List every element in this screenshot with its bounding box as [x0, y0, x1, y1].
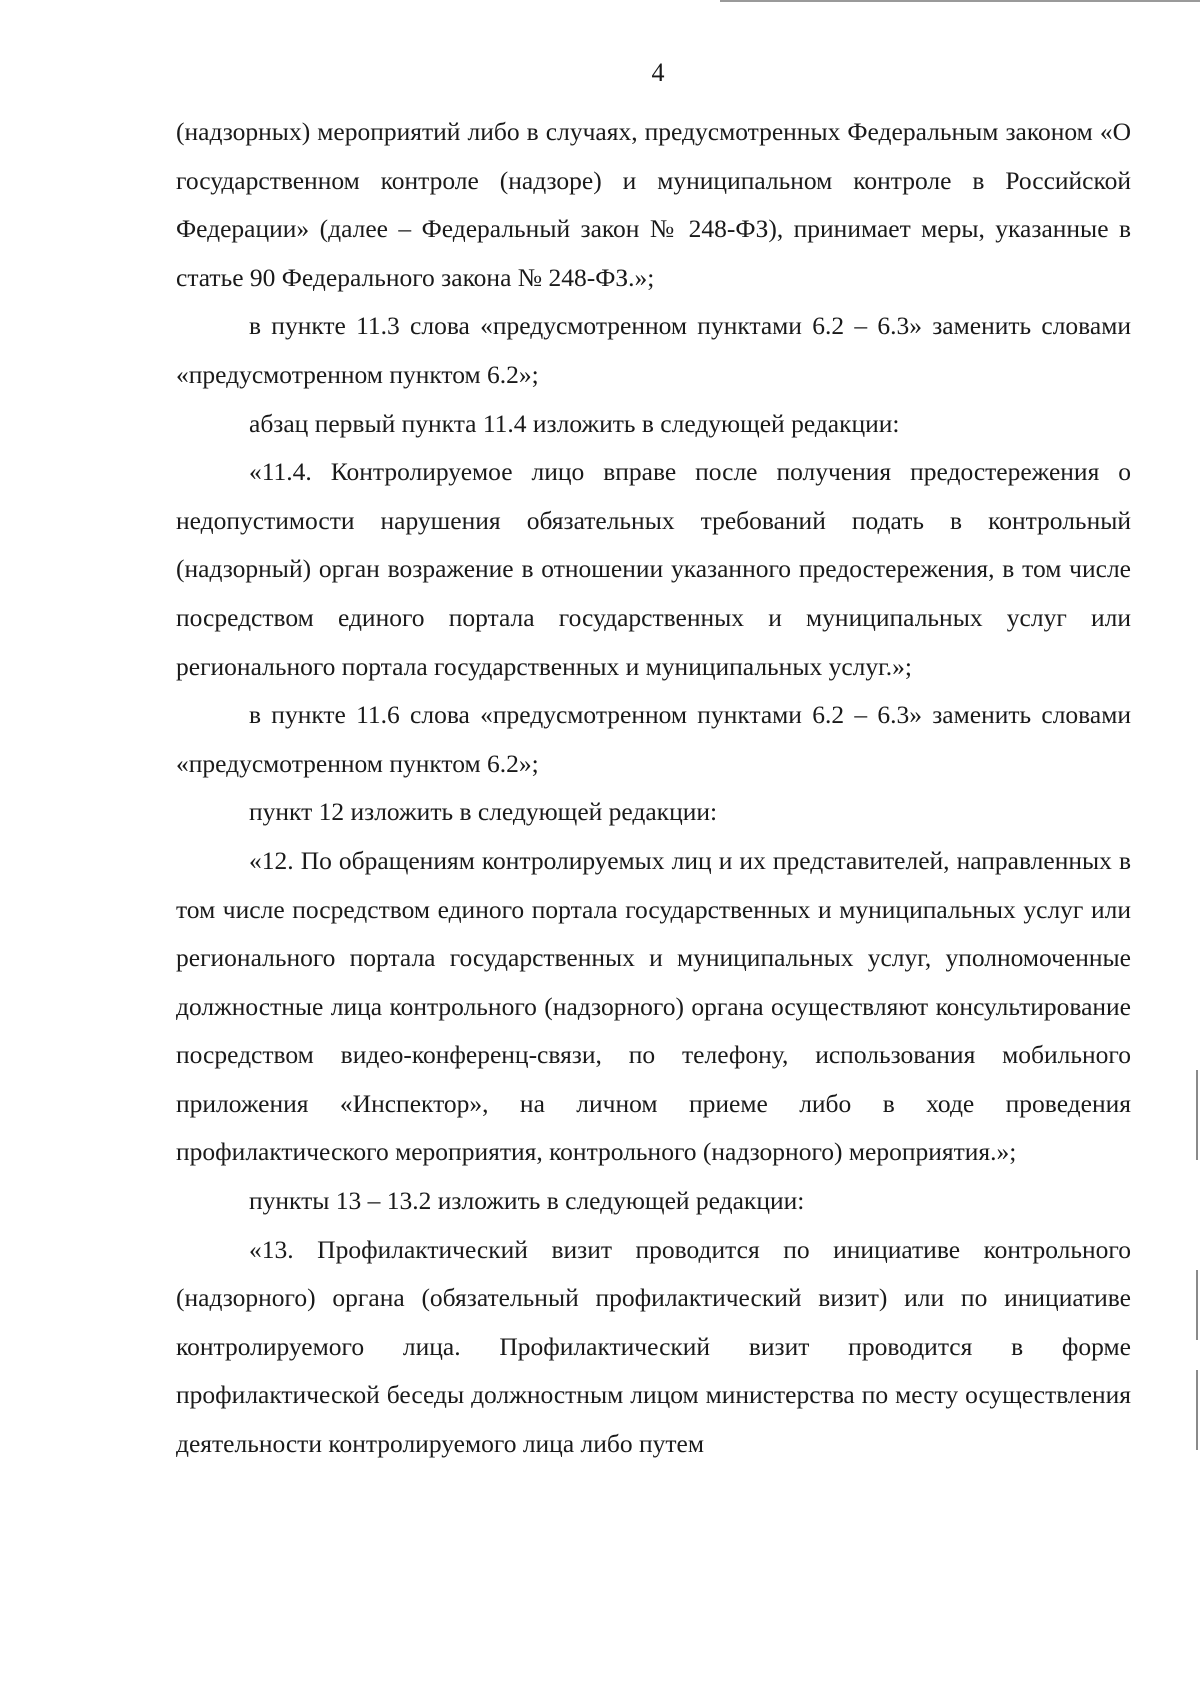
scan-artifact-mark — [1196, 1070, 1198, 1160]
paragraph-continuation: (надзорных) мероприятий либо в случаях, предусмотренных Федеральным законом «О государственном контроле (надзоре) и муниципальном контроле в Российской Федерации» (далее – Федеральный закон № 248-ФЗ), принимает меры, указанные в статье 90 Федерального закона № 248-ФЗ.»; — [176, 117, 1131, 292]
paragraph-item-11-4: «11.4. Контролируемое лицо вправе после получения предостережения о недопустимости нарушения обязательных требований подать в контрольный (надзорный) орган возражение в отношении указанного предостережения, в том числе посредством единого портала государственных и муниципальных услуг или регионального портала государственных и муниципальных услуг.»; — [176, 457, 1131, 681]
paragraph-item-13: «13. Профилактический визит проводится по инициативе контрольного (надзорного) органа (обязательный профилактический визит) или по инициативе контролируемого лица. Профилактический визит проводится в форме профилактической беседы должностным лицом министерства по месту осуществления деятельности контролируемого лица либо путем — [176, 1234, 1131, 1459]
paragraph-item-11-6: в пункте 11.6 слова «предусмотренном пунктами 6.2 – 6.3» заменить словами «предусмотренном пунктом 6.2»; — [176, 700, 1131, 778]
paragraph-items-13-intro: пункты 13 – 13.2 изложить в следующей редакции: — [249, 1186, 805, 1216]
paragraph-item-11-3: в пункте 11.3 слова «предусмотренном пунктами 6.2 – 6.3» заменить словами «предусмотренном пунктом 6.2»; — [176, 311, 1131, 389]
paragraph-item-12-intro: пункт 12 изложить в следующей редакции: — [249, 797, 718, 827]
body-text — [176, 108, 1131, 1469]
page-number: 4 — [651, 58, 665, 87]
scan-artifact-mark — [1196, 1270, 1198, 1340]
paragraph-item-11-4-intro: абзац первый пункта 11.4 изложить в следующей редакции: — [249, 408, 900, 438]
scan-edge-line — [720, 0, 1200, 2]
paragraph-item-12: «12. По обращениям контролируемых лиц и их представителей, направленных в том числе посредством единого портала государственных и муниципальных услуг или регионального портала государственных и муниципальных услуг, уполномоченные должностные лица контрольного (надзорного) органа осуществляют консультирование посредством видео-конференц-связи, по телефону, использования мобильного приложения «Инспектор», на личном приеме либо в ходе проведения профилактического мероприятия, контрольного (надзорного) мероприятия.»; — [176, 845, 1131, 1167]
scan-artifact-mark — [1196, 1370, 1198, 1450]
